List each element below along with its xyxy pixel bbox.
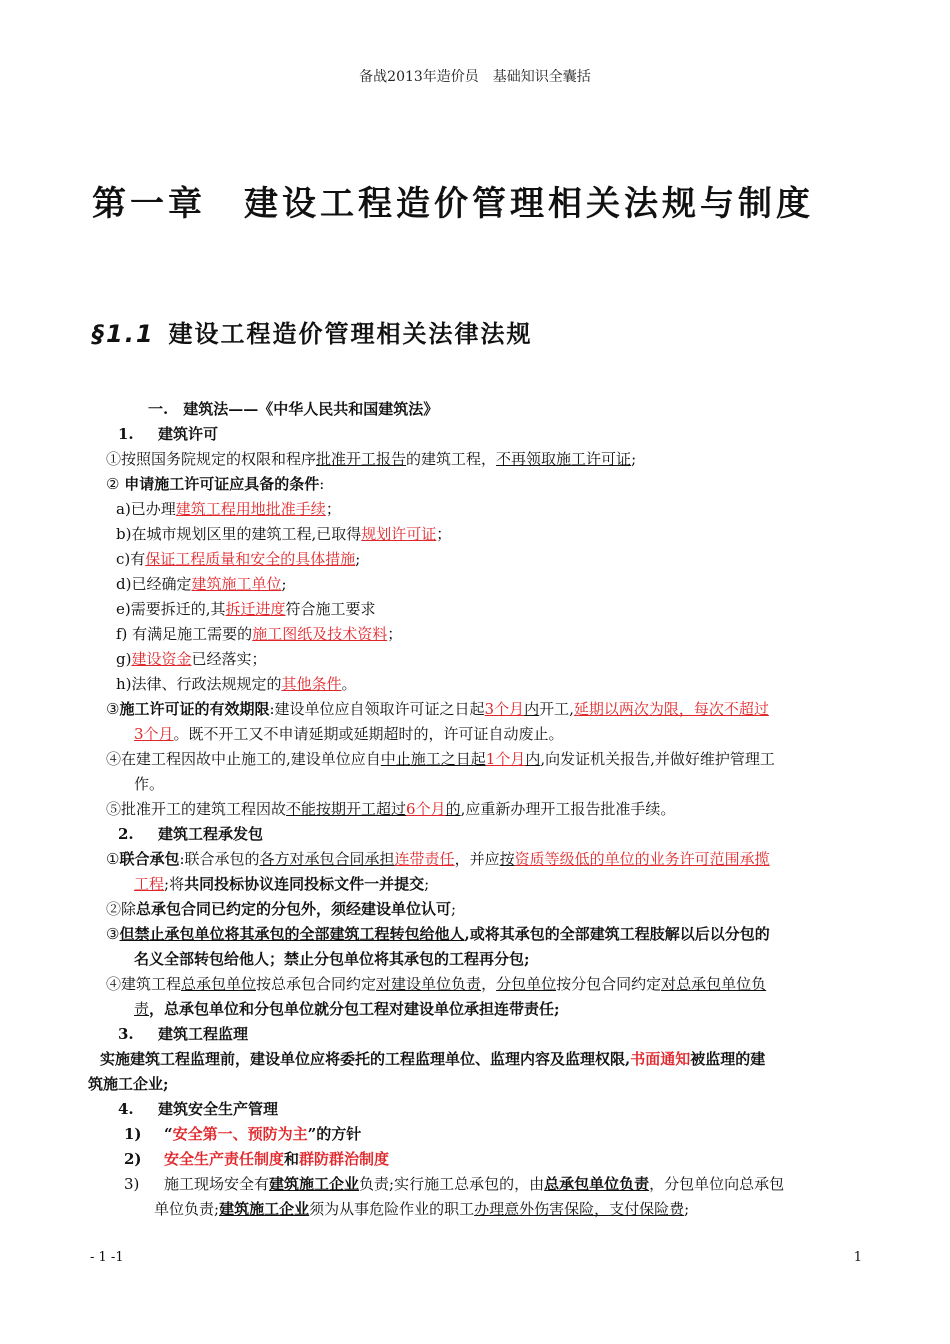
list-item-h: h)法律、行政法规规定的其他条件。: [116, 675, 357, 693]
paragraph-1: ①按照国务院规定的权限和程序批准开工报告的建筑工程，不再领取施工许可证;: [106, 450, 637, 468]
footer-left: - 1 -1: [90, 1250, 124, 1265]
paragraph-3-cont: 3个月。既不开工又不申请延期或延期超时的，许可证自动废止。: [134, 725, 564, 743]
section-heading: 建设工程造价管理相关法律法规: [168, 320, 533, 348]
subheading-1: 1. 建筑许可: [118, 425, 219, 443]
subheading-4: 4. 建筑安全生产管理: [118, 1100, 279, 1118]
paragraph-9: ④建筑工程总承包单位按总承包合同约定对建设单位负责，分包单位按分包合同约定对总承包单位负: [106, 975, 767, 993]
numbered-item-2: 2) 安全生产责任制度和群防群治制度: [124, 1150, 390, 1168]
section-title: [92, 314, 533, 349]
paragraph-9-cont: 责，总承包单位和分包单位就分包工程对建设单位承担连带责任;: [134, 1000, 560, 1018]
paragraph-8-cont: 名义全部转包给他人；禁止分包单位将其承包的工程再分包;: [134, 950, 530, 968]
list-item-a: a)已办理建筑工程用地批准手续；: [116, 500, 341, 518]
list-item-c: c)有保证工程质量和安全的具体措施;: [116, 550, 361, 568]
list-item-d: d)已经确定建筑施工单位;: [116, 575, 287, 593]
paragraph-6: ①联合承包:联合承包的各方对承包合同承担连带责任，并应按资质等级低的单位的业务许可范围承揽: [106, 850, 770, 868]
numbered-item-3: 3) 施工现场安全有建筑施工企业负责;实行施工总承包的，由总承包单位负责，分包单位向总承包: [124, 1175, 785, 1193]
paragraph-7: ②除总承包合同已约定的分包外，须经建设单位认可;: [106, 900, 457, 918]
paragraph-2: ② 申请施工许可证应具备的条件:: [106, 475, 325, 493]
chapter-title: 第一章 建设工程造价管理相关法规与制度: [92, 184, 814, 224]
paragraph-4-cont: 作。: [134, 775, 165, 793]
paragraph-8: ③但禁止承包单位将其承包的全部建筑工程转包给他人,或将其承包的全部建筑工程肢解以后以分包的: [106, 925, 770, 943]
paragraph-10: 实施建筑工程监理前，建设单位应将委托的工程监理单位、监理内容及监理权限,书面通知被监理的建: [100, 1050, 766, 1068]
list-item-b: b)在城市规划区里的建筑工程,已取得规划许可证；: [116, 525, 452, 543]
paragraph-3: ③施工许可证的有效期限:建设单位应自领取许可证之日起3个月内开工,延期以两次为限，每次不超过: [106, 700, 769, 718]
paragraph-10-cont: 筑施工企业;: [88, 1075, 169, 1093]
page-header: 备战2013年造价员 基础知识全囊括: [359, 69, 591, 85]
list-item-f: f) 有满足施工需要的施工图纸及技术资料；: [116, 625, 403, 643]
paragraph-4: ④在建工程因故中止施工的,建设单位应自中止施工之日起1个月内,向发证机关报告,并做好维护管理工: [106, 750, 775, 768]
list-item-e: e)需要拆迁的,其拆迁进度符合施工要求: [116, 600, 376, 618]
page-number: 1: [853, 1250, 862, 1265]
heading-construction-law: 一. 建筑法——《中华人民共和国建筑法》: [148, 400, 439, 418]
paragraph-5: ⑤批准开工的建筑工程因故不能按期开工超过6个月的,应重新办理开工报告批准手续。: [106, 800, 676, 818]
section-number: §1.1: [92, 320, 155, 348]
list-item-g: g)建设资金已经落实；: [116, 650, 267, 668]
numbered-item-1: 1) “安全第一、预防为主”的方针: [124, 1125, 362, 1143]
subheading-2: 2. 建筑工程承发包: [118, 825, 264, 843]
subheading-3: 3. 建筑工程监理: [118, 1025, 249, 1043]
document-body: [88, 397, 863, 1222]
paragraph-6-cont: 工程;将共同投标协议连同投标文件一并提交;: [134, 875, 430, 893]
numbered-item-3-cont: 单位负责;建筑施工企业须为从事危险作业的职工办理意外伤害保险，支付保险费;: [154, 1200, 690, 1218]
